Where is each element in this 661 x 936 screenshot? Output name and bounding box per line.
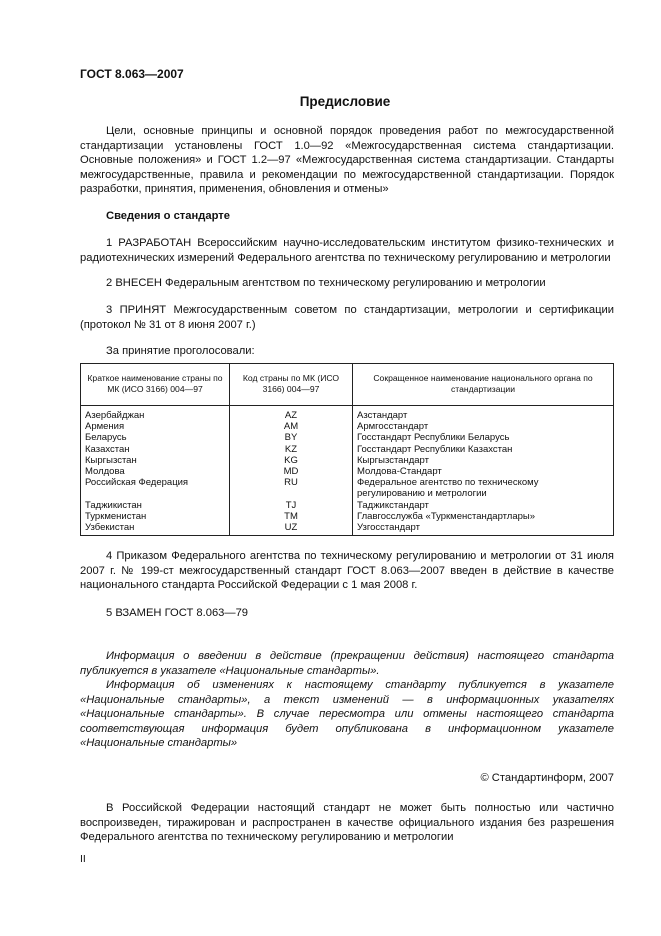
standards-body: Узгосстандарт	[353, 522, 614, 536]
country-name: Таджикистан	[81, 500, 230, 511]
table-row	[81, 455, 614, 466]
voted-label: За принятие проголосовали:	[106, 345, 255, 357]
standard-code-header: ГОСТ 8.063—2007	[80, 67, 184, 81]
item-1-developed: 1 РАЗРАБОТАН Всероссийским научно-исследовательским институтом физико-технических и радиотехнических измерений Федерального агентства по техническому регулированию и метрологии	[80, 237, 614, 264]
table-row	[81, 432, 614, 443]
table-row	[81, 444, 614, 455]
info-heading: Сведения о стандарте	[106, 210, 230, 222]
country-name: Туркменистан	[81, 511, 230, 522]
country-code: RU	[230, 477, 353, 499]
page-title: Предисловие	[299, 94, 391, 109]
country-name: Молдова	[81, 466, 230, 477]
table-row	[81, 522, 614, 536]
country-name: Казахстан	[81, 444, 230, 455]
country-code: BY	[230, 432, 353, 443]
notice-changes-info: Информация об изменениях к настоящему стандарту публикуется в указателе «Национальные стандарты», а текст изменений — в информационных указателях «Национальные стандарты». В случае пересмотра или отмены настоящего стандарта соответствующая информация будет опубликована в информационном указателе «Национальные стандарты»	[80, 679, 614, 750]
table-header-row	[81, 364, 614, 406]
country-code: MD	[230, 466, 353, 477]
table-row	[81, 406, 614, 422]
table-row	[81, 466, 614, 477]
country-name: Кыргызстан	[81, 455, 230, 466]
country-code: AZ	[230, 406, 353, 422]
voting-table	[80, 363, 614, 536]
reproduction-rights-paragraph: В Российской Федерации настоящий стандарт не может быть полностью или частично воспроизведен, тиражирован и распространен в качестве официального издания без разрешения Федерального агентства по техническому регулированию и метрологии	[80, 802, 614, 844]
copyright-line: © Стандартинформ, 2007	[480, 772, 614, 784]
standards-body: Госстандарт Республики Беларусь	[353, 432, 614, 443]
country-code: AM	[230, 421, 353, 432]
standards-body: Армгосстандарт	[353, 421, 614, 432]
intro-paragraph: Цели, основные принципы и основной порядок проведения работ по межгосударственной стандартизации установлены ГОСТ 1.0—92 «Межгосударственная система стандартизации. Основные положения» и ГОСТ 1.2—97 «Межгосударственная система стандартизации. Стандарты межгосударственные, правила и рекомендации по межгосударственной стандартизации. Порядок разработки, принятия, применения, обновления и отмены»	[80, 125, 614, 196]
standards-body: Азстандарт	[353, 406, 614, 422]
standards-body: Молдова-Стандарт	[353, 466, 614, 477]
table-row	[81, 511, 614, 522]
standards-body: Таджикстандарт	[353, 500, 614, 511]
header-country-code: Код страны по МК (ИСО 3166) 004—97	[230, 364, 353, 406]
table-row	[81, 477, 614, 499]
standards-body: Главгосслужба «Туркменстандартлары»	[353, 511, 614, 522]
country-code: KG	[230, 455, 353, 466]
header-standards-body: Сокращенное наименование национального органа по стандартизации	[353, 364, 614, 406]
country-code: TJ	[230, 500, 353, 511]
country-code: KZ	[230, 444, 353, 455]
notice-enactment-info: Информация о введении в действие (прекращении действия) настоящего стандарта публикуется в указателе «Национальные стандарты».	[80, 650, 614, 677]
country-code: TM	[230, 511, 353, 522]
country-name: Узбекистан	[81, 522, 230, 536]
item-2-submitted: 2 ВНЕСЕН Федеральным агентством по техническому регулированию и метрологии	[106, 277, 546, 289]
page-number: II	[80, 853, 86, 865]
standards-body: Кыргызстандарт	[353, 455, 614, 466]
table-row	[81, 500, 614, 511]
country-name: Азербайджан	[81, 406, 230, 422]
standards-body: Госстандарт Республики Казахстан	[353, 444, 614, 455]
standards-body: Федеральное агентство по техническому регулированию и метрологии	[353, 477, 614, 499]
country-code: UZ	[230, 522, 353, 536]
country-name: Российская Федерация	[81, 477, 230, 499]
country-name: Армения	[81, 421, 230, 432]
table-row	[81, 421, 614, 432]
item-4-enacted: 4 Приказом Федерального агентства по техническому регулированию и метрологии от 31 июля 2007 г. № 199-ст межгосударственный стандарт ГОСТ 8.063—2007 введен в действие в качестве национального стандарта Российской Федерации с 1 мая 2008 г.	[80, 550, 614, 592]
item-3-adopted: 3 ПРИНЯТ Межгосударственным советом по стандартизации, метрологии и сертификации (протокол № 31 от 8 июня 2007 г.)	[80, 304, 614, 331]
country-name: Беларусь	[81, 432, 230, 443]
item-5-replaces: 5 ВЗАМЕН ГОСТ 8.063—79	[106, 607, 249, 619]
header-country-name: Краткое наименование страны по МК (ИСО 3166) 004—97	[81, 364, 230, 406]
